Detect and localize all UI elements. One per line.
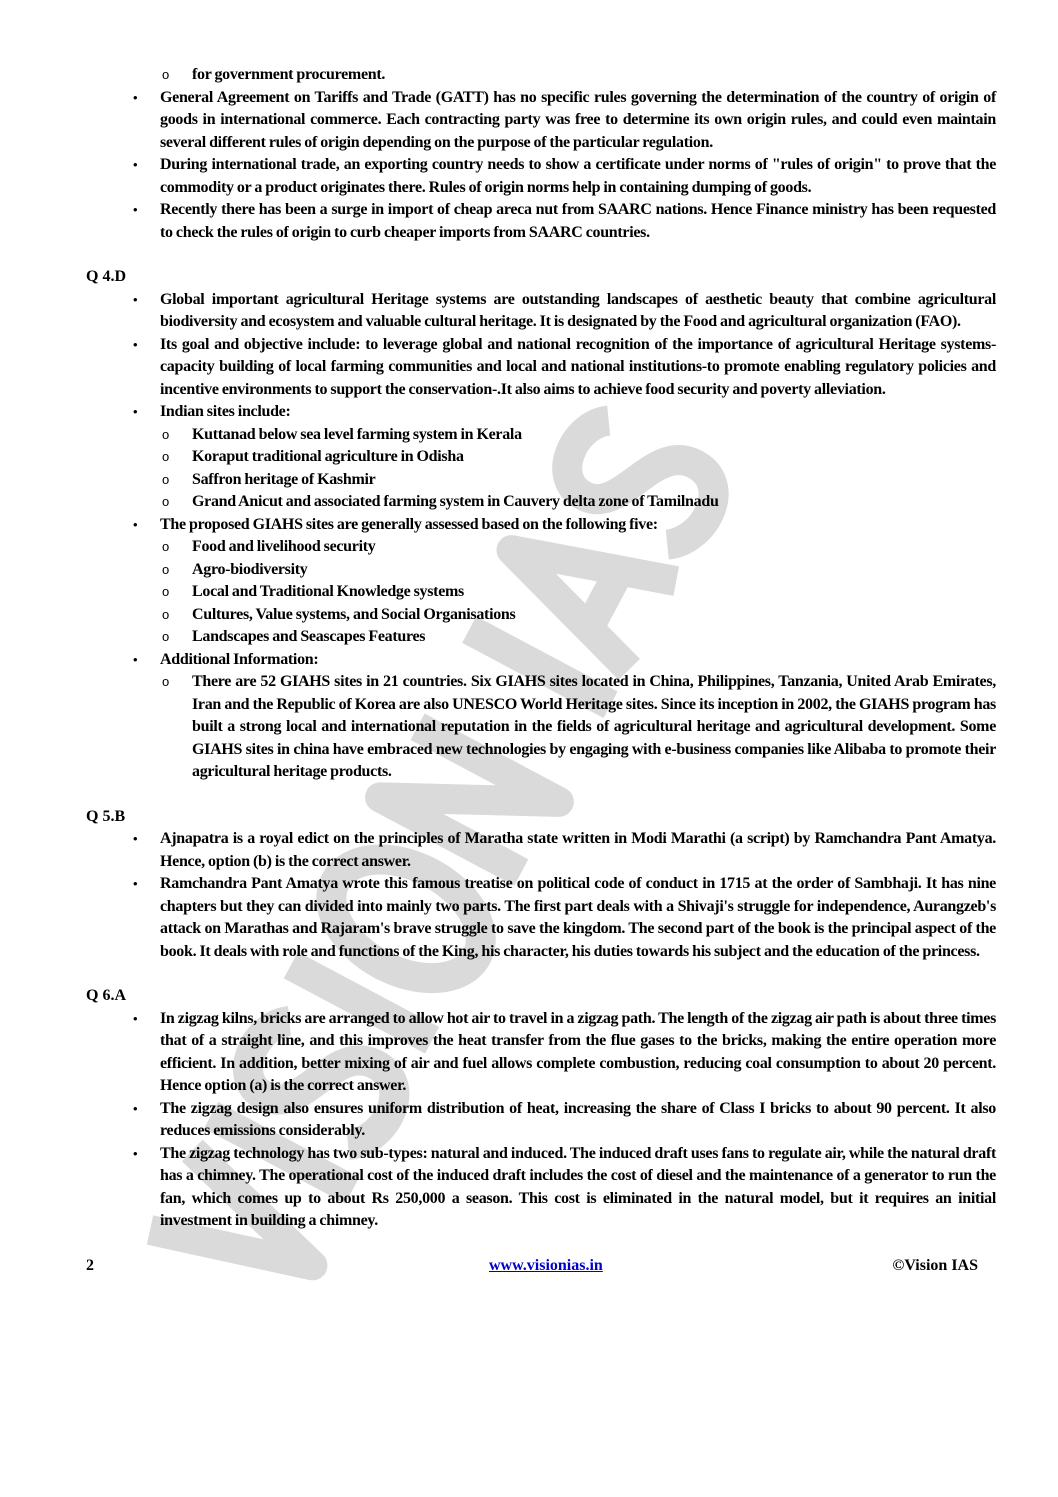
question-heading: Q 5.B [86, 807, 126, 825]
continued-item [86, 64, 996, 87]
bullet-text: General Agreement on Tariffs and Trade (GATT) has no specific rules governing the determination of the country of origin of goods in international commerce. Each contracting party was free to determine its own origin rules, and could even maintain several different rules of origin depending on the purpose of the particular regulation. [160, 88, 996, 151]
bullet-text: During international trade, an exporting country needs to show a certificate under norms of "rules of origin" to prove that the commodity or a product originates there. Rules of origin norms help in containing dumping of goods. [160, 156, 996, 196]
sub-bullet-item: o Food and livelihood security [160, 536, 996, 559]
sub-bullet-list [160, 64, 996, 87]
bullet-text: Indian sites include: [160, 403, 291, 420]
bullet-text: Global important agricultural Heritage systems are outstanding landscapes of aesthetic beauty that combine agricultural biodiversity and ecosystem and valuable cultural heritage. It is designated by the Food and agricultural organization (FAO). [160, 290, 996, 330]
bullet-item [86, 514, 996, 649]
bullet-text: The zigzag technology has two sub-types: natural and induced. The induced draft uses fans to regulate air, while the natural draft has a chimney. The operational cost of the induced draft includes the cost of diesel and the maintenance of a generator to run the fan, which comes up to about Rs 250,000 a season. This cost is eliminated in the natural model, but it requires an initial investment in building a chimney. [160, 1144, 996, 1229]
bullet-list [86, 64, 996, 244]
bullet-item [86, 199, 996, 244]
sub-bullet-item: o Cultures, Value systems, and Social Organisations [160, 604, 996, 627]
bullet-item [86, 289, 996, 334]
sub-bullet-item: o Koraput traditional agriculture in Odisha [160, 446, 996, 469]
bullet-item [86, 401, 996, 514]
sub-bullet-item: o Agro-biodiversity [160, 559, 996, 582]
bullet-item [86, 649, 996, 784]
question-heading: Q 4.D [86, 268, 126, 285]
bullet-item [86, 1098, 996, 1143]
bullet-text: Additional Information: [160, 650, 319, 668]
page-footer [86, 1255, 978, 1281]
bullet-text: Its goal and objective include: to leverage global and national recognition of the importance of agricultural Heritage systems-capacity building of local farming communities and local and national institutions-to promote enabling regulatory policies and incentive environments to support the conservation-.It also aims to achieve food security and poverty alleviation. [160, 335, 996, 398]
website-link[interactable]: www.visionias.in [489, 1256, 603, 1274]
sub-bullet-item: o There are 52 GIAHS sites in 21 countries. Six GIAHS sites located in China, Philippines, Tanzania, United Arab Emirates, Iran and the Republic of Korea are also UNESCO World Heritage sites. Since its inception in 2002, the GIAHS program has built a strong local and international reputation in the fields of agricultural heritage and agricultural development. Some GIAHS sites in china have embraced new technologies by engaging with e-business companies like Alibaba to promote their agricultural heritage products. [160, 671, 996, 784]
section-q4 [86, 266, 996, 784]
bullet-item [86, 1008, 996, 1098]
bullet-item [86, 334, 996, 402]
page-number: 2 [86, 1256, 94, 1274]
bullet-item [86, 154, 996, 199]
bullet-text: The proposed GIAHS sites are generally assessed based on the following five: [160, 515, 658, 533]
bullet-text: Ajnapatra is a royal edict on the principles of Maratha state written in Modi Marathi (a script) by Ramchandra Pant Amatya. Hence, option (b) is the correct answer. [160, 830, 996, 870]
bullet-text: The zigzag design also ensures uniform distribution of heat, increasing the share of Class I bricks to about 90 percent. It also reduces emissions considerably. [160, 1099, 996, 1139]
sub-bullet-item: o Local and Traditional Knowledge systems [160, 581, 996, 604]
question-heading: Q 6.A [86, 987, 126, 1004]
section-q3-continued [86, 64, 996, 244]
bullet-text: Recently there has been a surge in import of cheap areca nut from SAARC nations. Hence Finance ministry has been requested to check the rules of origin to curb cheaper imports from SAARC countries. [160, 201, 996, 241]
bullet-text: Ramchandra Pant Amatya wrote this famous treatise on political code of conduct in 1715 at the order of Sambhaji. It has nine chapters but they can divided into mainly two parts. The first part deals with a Shivaji's struggle for independence, Aurangzeb's attack on Marathas and Rajaram's brave struggle to save the kingdom. The second part of the book is the principal aspect of the book. It deals with role and functions of the King, his character, his duties towards his subject and the education of the princess. [160, 875, 996, 960]
sub-bullet-item: o Saffron heritage of Kashmir [160, 469, 996, 492]
bullet-list [86, 828, 996, 963]
sub-bullet-item: o Kuttanad below sea level farming system in Kerala [160, 424, 996, 447]
bullet-item [86, 87, 996, 155]
bullet-text: In zigzag kilns, bricks are arranged to allow hot air to travel in a zigzag path. The length of the zigzag air path is about three times that of a straight line, and this improves the heat transfer from the flue gases to the bricks, making the entire operation more efficient. In addition, better mixing of air and fuel allows complete combustion, reducing coal consumption to about 20 percent. Hence option (a) is the correct answer. [160, 1009, 996, 1094]
copyright: ©Vision IAS [892, 1256, 978, 1274]
bullet-list [86, 289, 996, 784]
sub-bullet-item: o Landscapes and Seascapes Features [160, 626, 996, 649]
section-q5 [86, 806, 996, 964]
sub-bullet-item: o for government procurement. [160, 64, 996, 87]
sub-bullet-item: o Grand Anicut and associated farming system in Cauvery delta zone of Tamilnadu [160, 491, 996, 514]
bullet-item [86, 873, 996, 963]
sub-bullet-list [160, 536, 996, 649]
section-q6 [86, 985, 996, 1233]
bullet-list [86, 1008, 996, 1233]
bullet-item [86, 828, 996, 873]
sub-bullet-list [160, 671, 996, 784]
sub-bullet-list [160, 424, 996, 514]
bullet-item [86, 1143, 996, 1233]
